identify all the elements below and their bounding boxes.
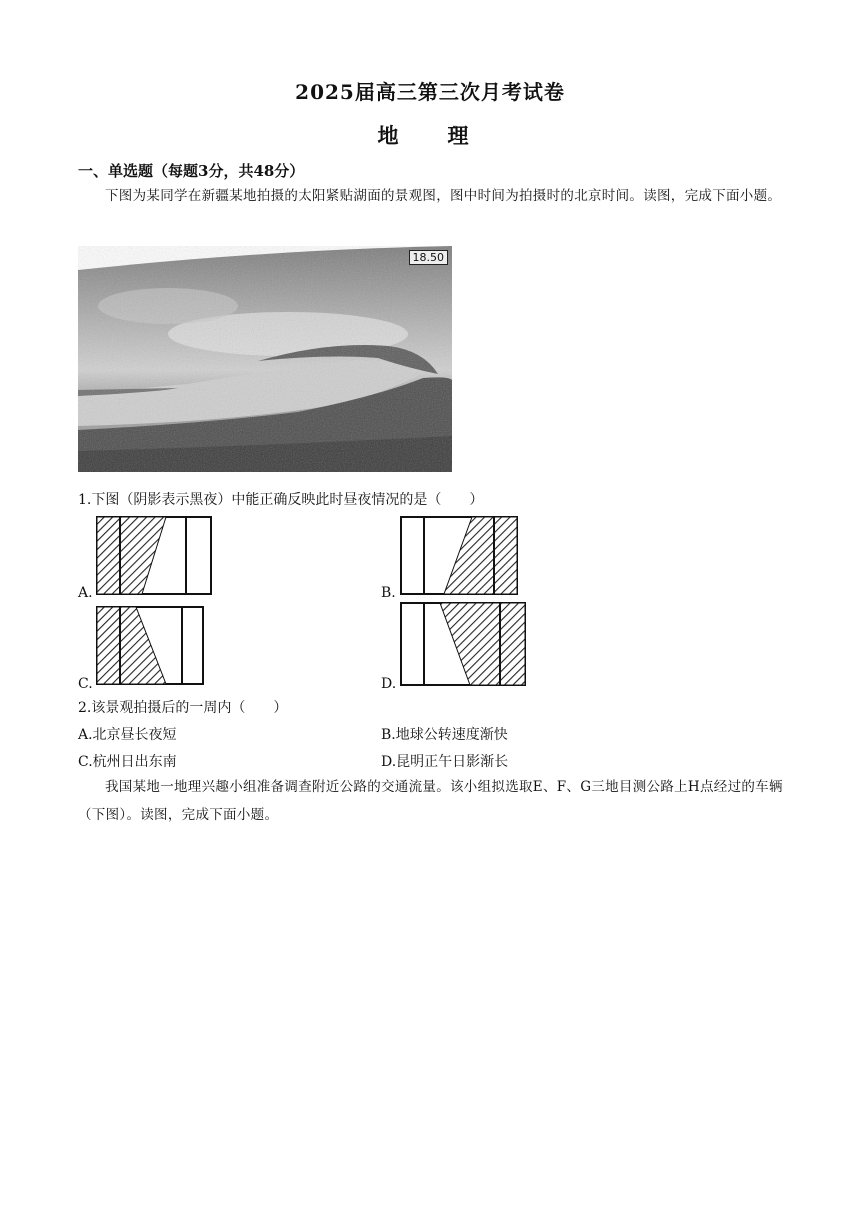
q2-option-a: A.北京昼长夜短 xyxy=(78,727,177,743)
section-heading: 一、单选题（每题3分，共48分） xyxy=(78,162,305,180)
question-2-stem: 2.该景观拍摄后的一周内（ ） xyxy=(78,700,288,716)
option-a-diagram xyxy=(96,516,214,596)
photo-graphic xyxy=(78,246,452,472)
option-c-label: C. xyxy=(78,676,93,692)
q2-option-d: D.昆明正午日影渐长 xyxy=(381,754,509,770)
photo-timestamp: 18.50 xyxy=(409,250,449,265)
q2-option-c: C.杭州日出东南 xyxy=(78,754,177,770)
question-1-stem: 1.下图（阴影表示黑夜）中能正确反映此时昼夜情况的是（ ） xyxy=(78,492,484,508)
intro-paragraph-2: 我国某地一地理兴趣小组准备调查附近公路的交通流量。该小组拟选取E、F、G三地目测公路上H点经过的车辆（下图）。读图，完成下面小题。 xyxy=(78,779,783,823)
q2-option-b: B.地球公转速度渐快 xyxy=(381,727,508,743)
exam-title: 2025届高三第三次月考试卷 xyxy=(295,80,565,104)
intro-paragraph-1: 下图为某同学在新疆某地拍摄的太阳紧贴湖面的景观图，图中时间为拍摄时的北京时间。读图，完成下面小题。 xyxy=(105,188,782,204)
option-d-diagram xyxy=(400,602,528,688)
option-b-label: B. xyxy=(381,585,396,601)
option-b-diagram xyxy=(400,516,520,596)
subject-title: 地 理 xyxy=(377,123,483,148)
lake-sunset-photo xyxy=(78,246,452,472)
option-a-label: A. xyxy=(78,585,93,601)
option-d-label: D. xyxy=(381,676,397,692)
option-c-diagram xyxy=(96,606,206,686)
